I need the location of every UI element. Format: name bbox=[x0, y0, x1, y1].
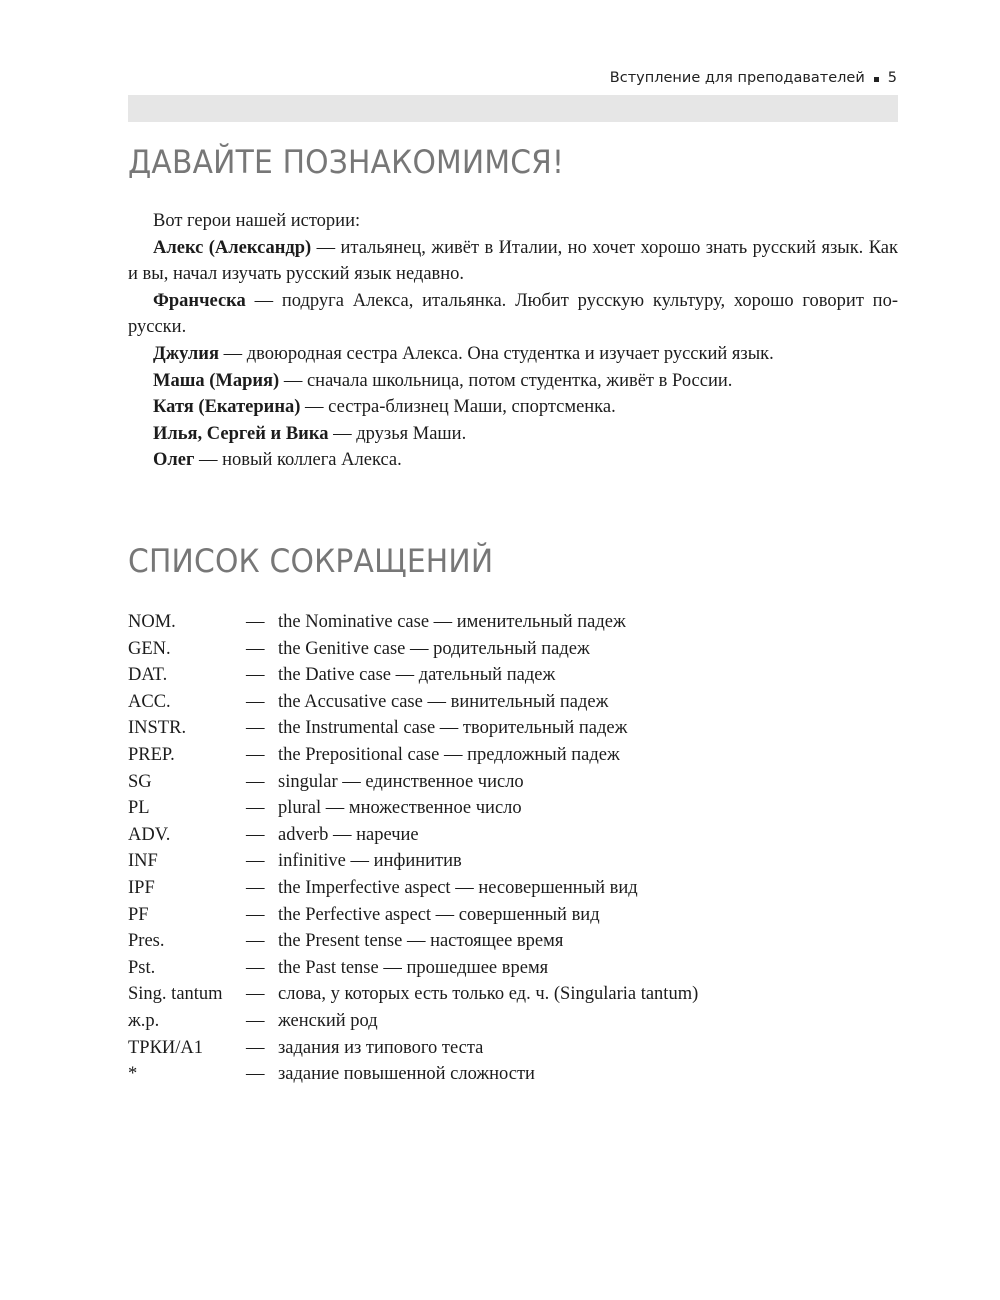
character-name: Катя (Екатерина) bbox=[153, 397, 301, 418]
abbreviation-term: * bbox=[128, 1064, 138, 1085]
abbreviation-dash: — bbox=[246, 904, 265, 925]
abbreviation-dash: — bbox=[246, 798, 265, 819]
abbreviations-list bbox=[128, 609, 828, 1088]
abbreviation-term: SG bbox=[128, 771, 152, 792]
character-entry bbox=[128, 288, 898, 341]
abbreviation-term: GEN. bbox=[128, 638, 171, 659]
abbreviation-definition: the Accusative case — винительный падеж bbox=[278, 691, 609, 712]
abbreviation-definition: the Imperfective aspect — несовершенный вид bbox=[278, 877, 638, 898]
abbreviation-dash: — bbox=[246, 1010, 265, 1031]
square-bullet-icon bbox=[874, 77, 879, 82]
character-description: — новый коллега Алекса. bbox=[194, 450, 402, 471]
abbreviation-row bbox=[128, 981, 828, 1008]
running-head bbox=[610, 70, 897, 86]
character-entry bbox=[128, 341, 898, 368]
character-name: Алекс (Александр) bbox=[153, 237, 312, 258]
abbreviation-row bbox=[128, 662, 828, 689]
abbreviation-dash: — bbox=[246, 957, 265, 978]
character-entry bbox=[128, 447, 898, 474]
abbreviation-definition: задания из типового теста bbox=[278, 1037, 484, 1058]
abbreviation-term: ADV. bbox=[128, 824, 171, 845]
abbreviation-definition: infinitive — инфинитив bbox=[278, 851, 462, 872]
character-description: — подруга Алекса, итальянка. Любит русскую культуру, хорошо говорит по-русски. bbox=[128, 290, 898, 338]
abbreviation-definition: the Past tense — прошедшее время bbox=[278, 957, 549, 978]
abbreviation-definition: the Present tense — настоящее время bbox=[278, 931, 564, 952]
character-name: Олег bbox=[153, 450, 195, 471]
abbreviation-row bbox=[128, 822, 828, 849]
abbreviation-dash: — bbox=[246, 771, 265, 792]
abbreviation-term: NOM. bbox=[128, 612, 176, 632]
abbreviation-definition: singular — единственное число bbox=[278, 771, 524, 792]
abbreviation-row bbox=[128, 848, 828, 875]
abbreviation-row bbox=[128, 795, 828, 822]
abbreviation-term: PF bbox=[128, 904, 149, 925]
abbreviation-term: PL bbox=[128, 798, 150, 819]
abbreviation-row bbox=[128, 689, 828, 716]
character-description: — двоюродная сестра Алекса. Она студентка и изучает русский язык. bbox=[218, 343, 774, 364]
section-title-heroes: ДАВАЙТЕ ПОЗНАКОМИМСЯ! bbox=[128, 143, 565, 181]
abbreviation-definition: the Perfective aspect — совершенный вид bbox=[278, 904, 600, 925]
character-name: Франческа bbox=[153, 290, 246, 311]
intro-line: Вот герои нашей истории: bbox=[153, 211, 361, 231]
header-bar bbox=[128, 95, 898, 122]
character-entry bbox=[128, 235, 898, 288]
abbreviation-term: INSTR. bbox=[128, 718, 187, 739]
abbreviation-row bbox=[128, 742, 828, 769]
abbreviation-term: Pst. bbox=[128, 957, 156, 978]
running-title: Вступление для преподавателей bbox=[609, 70, 865, 86]
abbreviation-dash: — bbox=[246, 638, 265, 659]
abbreviation-dash: — bbox=[246, 665, 265, 686]
abbreviation-row bbox=[128, 1061, 828, 1088]
character-entry bbox=[128, 394, 898, 421]
abbreviation-definition: слова, у которых есть только ед. ч. (Singularia tantum) bbox=[278, 984, 699, 1005]
abbreviation-dash: — bbox=[246, 931, 265, 952]
abbreviation-dash: — bbox=[246, 851, 265, 872]
character-name: Илья, Сергей и Вика bbox=[153, 423, 329, 444]
abbreviation-term: ACC. bbox=[128, 691, 171, 712]
abbreviation-term: ж.р. bbox=[128, 1010, 160, 1031]
abbreviation-definition: the Genitive case — родительный падеж bbox=[278, 638, 590, 659]
character-description: — итальянец, живёт в Италии, но хочет хорошо знать русский язык. Как и вы, начал изучать русский язык недавно. bbox=[128, 237, 899, 285]
abbreviation-term: Pres. bbox=[128, 931, 165, 952]
abbreviation-dash: — bbox=[246, 824, 265, 845]
abbreviation-definition: женский род bbox=[278, 1010, 378, 1031]
abbreviation-row bbox=[128, 1035, 828, 1062]
abbreviation-term: ТРКИ/А1 bbox=[128, 1037, 204, 1058]
characters-list bbox=[128, 235, 898, 474]
abbreviation-row bbox=[128, 928, 828, 955]
character-description: — друзья Маши. bbox=[328, 423, 467, 444]
abbreviation-dash: — bbox=[246, 1037, 265, 1058]
heroes-intro bbox=[128, 208, 898, 474]
abbreviation-definition: задание повышенной сложности bbox=[278, 1064, 535, 1085]
abbreviation-term: Sing. tantum bbox=[128, 984, 223, 1005]
abbreviation-term: PREP. bbox=[128, 744, 175, 765]
character-name: Маша (Мария) bbox=[153, 370, 280, 391]
page-number: 5 bbox=[887, 70, 897, 86]
character-description: — сестра-близнец Маши, спортсменка. bbox=[300, 397, 616, 418]
abbreviation-definition: the Prepositional case — предложный падеж bbox=[278, 744, 620, 765]
character-entry bbox=[128, 368, 898, 395]
abbreviation-row bbox=[128, 875, 828, 902]
character-name: Джулия bbox=[153, 343, 219, 364]
abbreviation-term: DAT. bbox=[128, 665, 168, 686]
abbreviation-definition: plural — множественное число bbox=[278, 798, 522, 819]
abbreviation-row bbox=[128, 955, 828, 982]
abbreviation-dash: — bbox=[246, 984, 265, 1005]
abbreviation-row bbox=[128, 902, 828, 929]
abbreviation-dash: — bbox=[246, 877, 265, 898]
character-entry bbox=[128, 421, 898, 448]
abbreviation-row bbox=[128, 715, 828, 742]
abbreviation-definition: the Nominative case — именительный падеж bbox=[278, 612, 626, 632]
abbreviation-definition: adverb — наречие bbox=[278, 824, 419, 845]
abbreviation-dash: — bbox=[246, 691, 265, 712]
abbreviation-dash: — bbox=[246, 718, 265, 739]
character-description: — сначала школьница, потом студентка, живёт в России. bbox=[279, 370, 733, 391]
abbreviation-term: IPF bbox=[128, 877, 155, 898]
abbreviation-dash: — bbox=[246, 744, 265, 765]
abbreviation-row bbox=[128, 636, 828, 663]
abbreviation-dash: — bbox=[246, 612, 265, 632]
abbreviation-term: INF bbox=[128, 851, 158, 872]
abbreviation-row bbox=[128, 769, 828, 796]
abbreviation-dash: — bbox=[246, 1064, 265, 1085]
abbreviation-row bbox=[128, 609, 828, 636]
abbreviation-row bbox=[128, 1008, 828, 1035]
abbreviation-definition: the Dative case — дательный падеж bbox=[278, 665, 556, 686]
abbreviation-definition: the Instrumental case — творительный падеж bbox=[278, 718, 628, 739]
section-title-abbreviations: СПИСОК СОКРАЩЕНИЙ bbox=[128, 542, 494, 580]
